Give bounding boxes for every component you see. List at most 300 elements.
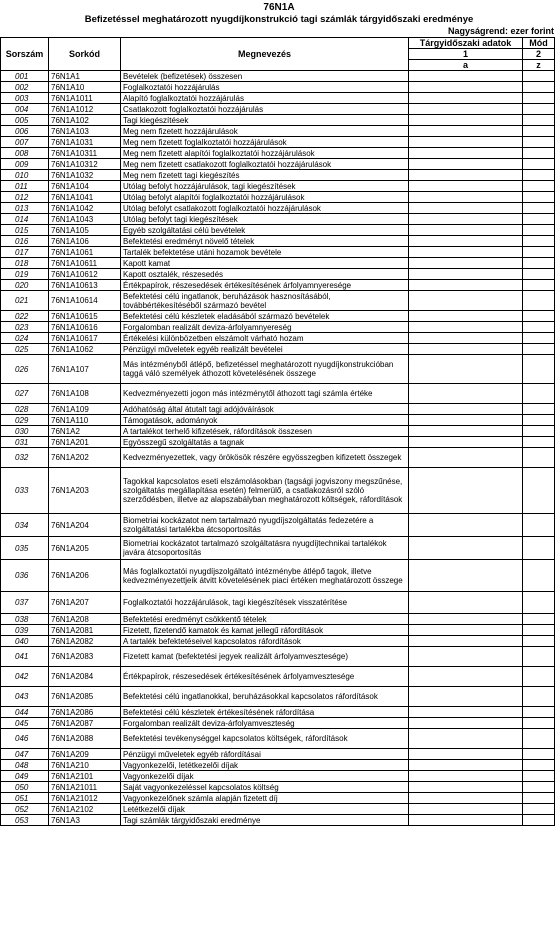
row-sorszam: 020 [1, 280, 49, 291]
row-value-cell[interactable] [409, 93, 523, 104]
row-mode-cell[interactable] [523, 718, 555, 729]
row-value-cell[interactable] [409, 384, 523, 404]
row-value-cell[interactable] [409, 614, 523, 625]
row-value-cell[interactable] [409, 448, 523, 468]
row-mode-cell[interactable] [523, 203, 555, 214]
row-sorkod: 76N1A2082 [49, 636, 121, 647]
row-megnevezes: Kapott kamat [121, 258, 409, 269]
row-value-cell[interactable] [409, 793, 523, 804]
row-sorkod: 76N1A2088 [49, 729, 121, 749]
row-mode-cell[interactable] [523, 170, 555, 181]
row-value-cell[interactable] [409, 181, 523, 192]
row-mode-cell[interactable] [523, 82, 555, 93]
row-megnevezes: Befektetési tevékenységgel kapcsolatos költségek, ráfordítások [121, 729, 409, 749]
table-row [1, 344, 555, 355]
table-row [1, 82, 555, 93]
row-mode-cell[interactable] [523, 291, 555, 311]
row-sorszam: 026 [1, 355, 49, 384]
row-sorkod: 76N1A1 [49, 71, 121, 82]
row-megnevezes: Befektetési célú készletek értékesítésének ráfordítása [121, 707, 409, 718]
row-sorkod: 76N1A106 [49, 236, 121, 247]
table-row [1, 311, 555, 322]
row-megnevezes: Befektetési célú ingatlanok, beruházások hasznosításából, továbbértékesítéséből származó bevétel [121, 291, 409, 311]
row-value-cell[interactable] [409, 625, 523, 636]
row-value-cell[interactable] [409, 159, 523, 170]
row-megnevezes: Foglalkoztatói hozzájárulások, tagi kiegészítések visszatérítése [121, 592, 409, 614]
row-value-cell[interactable] [409, 355, 523, 384]
row-sorszam: 015 [1, 225, 49, 236]
table-row [1, 181, 555, 192]
row-value-cell[interactable] [409, 280, 523, 291]
table-row [1, 647, 555, 667]
table-row [1, 707, 555, 718]
table-row [1, 247, 555, 258]
row-sorkod: 76N1A10312 [49, 159, 121, 170]
row-mode-cell[interactable] [523, 771, 555, 782]
row-value-cell[interactable] [409, 126, 523, 137]
row-value-cell[interactable] [409, 804, 523, 815]
row-value-cell[interactable] [409, 592, 523, 614]
row-megnevezes: Fizetett, fizetendő kamatok és kamat jellegű ráfordítások [121, 625, 409, 636]
col-letter-z: z [523, 60, 555, 71]
row-megnevezes: A tartalék befektetéseivel kapcsolatos ráfordítások [121, 636, 409, 647]
table-row [1, 333, 555, 344]
row-megnevezes: Utólag befolyt csatlakozott foglalkoztatói hozzájárulások [121, 203, 409, 214]
row-sorszam: 037 [1, 592, 49, 614]
row-sorszam: 018 [1, 258, 49, 269]
row-mode-cell[interactable] [523, 815, 555, 826]
table-row [1, 729, 555, 749]
table-row [1, 514, 555, 537]
row-sorszam: 032 [1, 448, 49, 468]
row-value-cell[interactable] [409, 760, 523, 771]
row-mode-cell[interactable] [523, 667, 555, 687]
table-row [1, 718, 555, 729]
row-value-cell[interactable] [409, 247, 523, 258]
row-sorkod: 76N1A107 [49, 355, 121, 384]
row-mode-cell[interactable] [523, 415, 555, 426]
table-row [1, 804, 555, 815]
row-value-cell[interactable] [409, 269, 523, 280]
row-sorkod: 76N1A202 [49, 448, 121, 468]
row-value-cell[interactable] [409, 344, 523, 355]
row-mode-cell[interactable] [523, 333, 555, 344]
row-sorszam: 017 [1, 247, 49, 258]
table-row [1, 537, 555, 560]
row-mode-cell[interactable] [523, 468, 555, 514]
row-megnevezes: Fizetett kamat (befektetési jegyek realizált árfolyamvesztesége) [121, 647, 409, 667]
row-megnevezes: Tagokkal kapcsolatos eseti elszámolásokban (tagsági jogviszony megszűnése, szolgáltatás megállapítása esetén) felmerülő, a csatlakozásról szóló szerződésben, illetve az alapszabályban meghatározott költségek, ráfordítások [121, 468, 409, 514]
row-sorkod: 76N1A1043 [49, 214, 121, 225]
row-value-cell[interactable] [409, 192, 523, 203]
row-sorszam: 010 [1, 170, 49, 181]
row-value-cell[interactable] [409, 137, 523, 148]
table-row [1, 415, 555, 426]
row-sorszam: 034 [1, 514, 49, 537]
row-value-cell[interactable] [409, 170, 523, 181]
row-megnevezes: Bevételek (befizetések) összesen [121, 71, 409, 82]
table-row [1, 269, 555, 280]
row-megnevezes: Saját vagyonkezeléssel kapcsolatos költség [121, 782, 409, 793]
row-sorkod: 76N1A201 [49, 437, 121, 448]
row-sorkod: 76N1A1012 [49, 104, 121, 115]
row-value-cell[interactable] [409, 311, 523, 322]
row-sorszam: 038 [1, 614, 49, 625]
table-row [1, 404, 555, 415]
table-row [1, 592, 555, 614]
row-sorkod: 76N1A203 [49, 468, 121, 514]
row-sorkod: 76N1A1042 [49, 203, 121, 214]
row-value-cell[interactable] [409, 560, 523, 592]
row-sorkod: 76N1A208 [49, 614, 121, 625]
row-mode-cell[interactable] [523, 729, 555, 749]
row-sorszam: 023 [1, 322, 49, 333]
row-mode-cell[interactable] [523, 614, 555, 625]
row-megnevezes: Kedvezményezetti jogon más intézménytől áthozott tagi számla értéke [121, 384, 409, 404]
row-value-cell[interactable] [409, 468, 523, 514]
row-value-cell[interactable] [409, 537, 523, 560]
row-sorkod: 76N1A102 [49, 115, 121, 126]
row-megnevezes: Forgalomban realizált deviza-árfolyamveszteség [121, 718, 409, 729]
row-mode-cell[interactable] [523, 437, 555, 448]
row-sorkod: 76N1A204 [49, 514, 121, 537]
row-sorszam: 052 [1, 804, 49, 815]
row-value-cell[interactable] [409, 514, 523, 537]
row-megnevezes: Biometriai kockázatot nem tartalmazó nyugdíjszolgáltatás fedezetére a szolgáltatási tartalékba átcsoportosítás [121, 514, 409, 537]
row-mode-cell[interactable] [523, 448, 555, 468]
row-mode-cell[interactable] [523, 280, 555, 291]
row-mode-cell[interactable] [523, 760, 555, 771]
row-megnevezes: Egyéb szolgáltatási célú bevételek [121, 225, 409, 236]
row-value-cell[interactable] [409, 815, 523, 826]
row-megnevezes: Támogatások, adományok [121, 415, 409, 426]
row-mode-cell[interactable] [523, 647, 555, 667]
row-mode-cell[interactable] [523, 104, 555, 115]
row-sorszam: 001 [1, 71, 49, 82]
row-sorkod: 76N1A2084 [49, 667, 121, 687]
table-row [1, 468, 555, 514]
row-value-cell[interactable] [409, 322, 523, 333]
row-sorszam: 048 [1, 760, 49, 771]
table-row [1, 93, 555, 104]
table-row [1, 258, 555, 269]
row-megnevezes: Letétkezelői díjak [121, 804, 409, 815]
row-megnevezes: Forgalomban realizált deviza-árfolyamnyereség [121, 322, 409, 333]
row-sorszam: 012 [1, 192, 49, 203]
table-row [1, 636, 555, 647]
table-row [1, 749, 555, 760]
row-sorszam: 024 [1, 333, 49, 344]
row-sorszam: 041 [1, 647, 49, 667]
row-sorszam: 047 [1, 749, 49, 760]
row-mode-cell[interactable] [523, 537, 555, 560]
row-sorszam: 033 [1, 468, 49, 514]
row-megnevezes: Meg nem fizetett hozzájárulások [121, 126, 409, 137]
row-megnevezes: Meg nem fizetett foglalkoztatói hozzájárulások [121, 137, 409, 148]
row-megnevezes: Utólag befolyt tagi kiegészítések [121, 214, 409, 225]
row-megnevezes: Más foglalkoztatói nyugdíjszolgáltató intézménybe átlépő tagok, illetve kedvezményezettjeik átvitt követelésének piaci értéken meghatározott összege [121, 560, 409, 592]
row-sorkod: 76N1A108 [49, 384, 121, 404]
row-sorszam: 039 [1, 625, 49, 636]
table-row [1, 667, 555, 687]
table-row [1, 115, 555, 126]
row-sorkod: 76N1A1031 [49, 137, 121, 148]
row-value-cell[interactable] [409, 291, 523, 311]
row-sorkod: 76N1A21012 [49, 793, 121, 804]
row-sorszam: 016 [1, 236, 49, 247]
row-value-cell[interactable] [409, 667, 523, 687]
row-sorkod: 76N1A2101 [49, 771, 121, 782]
row-sorszam: 043 [1, 687, 49, 707]
row-sorkod: 76N1A103 [49, 126, 121, 137]
table-row [1, 71, 555, 82]
row-sorkod: 76N1A2087 [49, 718, 121, 729]
row-value-cell[interactable] [409, 82, 523, 93]
row-value-cell[interactable] [409, 71, 523, 82]
table-row [1, 760, 555, 771]
table-row [1, 426, 555, 437]
row-megnevezes: Befektetési eredményt növelő tételek [121, 236, 409, 247]
row-megnevezes: Tagi számlák tárgyidőszaki eredménye [121, 815, 409, 826]
row-megnevezes: A tartalékot terhelő kifizetések, ráfordítások összesen [121, 426, 409, 437]
row-megnevezes: Pénzügyi műveletek egyéb ráfordításai [121, 749, 409, 760]
row-sorkod: 76N1A206 [49, 560, 121, 592]
row-sorkod: 76N1A2 [49, 426, 121, 437]
row-value-cell[interactable] [409, 148, 523, 159]
row-megnevezes: Más intézményből átlépő, befizetéssel meghatározott nyugdíjkonstrukcióban taggá váló személyek áthozott követelésének összege [121, 355, 409, 384]
row-mode-cell[interactable] [523, 236, 555, 247]
row-megnevezes: Biometriai kockázatot tartalmazó szolgáltatásra nyugdíjtechnikai tartalékok javára átcsoportosítás [121, 537, 409, 560]
row-sorkod: 76N1A10615 [49, 311, 121, 322]
row-value-cell[interactable] [409, 203, 523, 214]
row-mode-cell[interactable] [523, 707, 555, 718]
row-sorszam: 003 [1, 93, 49, 104]
row-sorkod: 76N1A1061 [49, 247, 121, 258]
row-value-cell[interactable] [409, 333, 523, 344]
row-sorszam: 036 [1, 560, 49, 592]
row-mode-cell[interactable] [523, 625, 555, 636]
col-header-targyidoszaki: Tárgyidőszaki adatok [409, 38, 523, 49]
row-mode-cell[interactable] [523, 93, 555, 104]
table-row [1, 225, 555, 236]
col-number-2: 2 [523, 49, 555, 60]
row-mode-cell[interactable] [523, 137, 555, 148]
row-value-cell[interactable] [409, 404, 523, 415]
row-sorkod: 76N1A2086 [49, 707, 121, 718]
row-sorszam: 051 [1, 793, 49, 804]
row-value-cell[interactable] [409, 636, 523, 647]
row-megnevezes: Tagi kiegészítések [121, 115, 409, 126]
row-mode-cell[interactable] [523, 749, 555, 760]
row-sorszam: 019 [1, 269, 49, 280]
row-mode-cell[interactable] [523, 71, 555, 82]
row-megnevezes: Befektetési célú készletek eladásából származó bevételek [121, 311, 409, 322]
row-sorkod: 76N1A104 [49, 181, 121, 192]
row-mode-cell[interactable] [523, 258, 555, 269]
row-mode-cell[interactable] [523, 344, 555, 355]
row-megnevezes: Értékpapírok, részesedések értékesítésének árfolyamnyeresége [121, 280, 409, 291]
row-sorkod: 76N1A205 [49, 537, 121, 560]
row-value-cell[interactable] [409, 707, 523, 718]
row-sorkod: 76N1A1032 [49, 170, 121, 181]
row-mode-cell[interactable] [523, 247, 555, 258]
row-megnevezes: Vagyonkezelői, letétkezelői díjak [121, 760, 409, 771]
row-mode-cell[interactable] [523, 592, 555, 614]
row-sorkod: 76N1A207 [49, 592, 121, 614]
row-value-cell[interactable] [409, 729, 523, 749]
row-sorszam: 045 [1, 718, 49, 729]
row-sorszam: 004 [1, 104, 49, 115]
table-row [1, 437, 555, 448]
row-mode-cell[interactable] [523, 636, 555, 647]
row-sorkod: 76N1A105 [49, 225, 121, 236]
row-mode-cell[interactable] [523, 126, 555, 137]
row-sorszam: 029 [1, 415, 49, 426]
table-row [1, 280, 555, 291]
row-mode-cell[interactable] [523, 192, 555, 203]
row-mode-cell[interactable] [523, 269, 555, 280]
row-mode-cell[interactable] [523, 384, 555, 404]
row-sorszam: 002 [1, 82, 49, 93]
row-sorkod: 76N1A10617 [49, 333, 121, 344]
row-megnevezes: Befektetési eredményt csökkentő tételek [121, 614, 409, 625]
row-sorkod: 76N1A3 [49, 815, 121, 826]
row-sorszam: 030 [1, 426, 49, 437]
row-mode-cell[interactable] [523, 214, 555, 225]
row-mode-cell[interactable] [523, 514, 555, 537]
table-row [1, 782, 555, 793]
row-megnevezes: Tartalék befektetése utáni hozamok bevétele [121, 247, 409, 258]
row-mode-cell[interactable] [523, 687, 555, 707]
row-value-cell[interactable] [409, 415, 523, 426]
row-sorszam: 040 [1, 636, 49, 647]
table-row [1, 322, 555, 333]
table-row [1, 203, 555, 214]
row-megnevezes: Utólag befolyt hozzájárulások, tagi kiegészítések [121, 181, 409, 192]
row-value-cell[interactable] [409, 258, 523, 269]
row-mode-cell[interactable] [523, 804, 555, 815]
row-sorszam: 042 [1, 667, 49, 687]
row-value-cell[interactable] [409, 647, 523, 667]
row-value-cell[interactable] [409, 749, 523, 760]
row-value-cell[interactable] [409, 782, 523, 793]
table-row [1, 214, 555, 225]
row-mode-cell[interactable] [523, 322, 555, 333]
col-number-1: 1 [409, 49, 523, 60]
row-megnevezes: Értékpapírok, részesedések értékesítésének árfolyamvesztesége [121, 667, 409, 687]
table-row [1, 560, 555, 592]
table-row [1, 625, 555, 636]
row-value-cell[interactable] [409, 236, 523, 247]
row-sorszam: 005 [1, 115, 49, 126]
row-sorkod: 76N1A10 [49, 82, 121, 93]
form-title: Befizetéssel meghatározott nyugdíjkonstrukció tagi számlák tárgyidőszaki eredménye [84, 14, 474, 25]
row-sorkod: 76N1A10613 [49, 280, 121, 291]
row-mode-cell[interactable] [523, 793, 555, 804]
row-mode-cell[interactable] [523, 404, 555, 415]
row-megnevezes: Kapott osztalék, részesedés [121, 269, 409, 280]
row-mode-cell[interactable] [523, 782, 555, 793]
row-mode-cell[interactable] [523, 311, 555, 322]
row-sorkod: 76N1A10612 [49, 269, 121, 280]
row-sorszam: 011 [1, 181, 49, 192]
row-megnevezes: Meg nem fizetett csatlakozott foglalkoztatói hozzájárulások [121, 159, 409, 170]
row-megnevezes: Meg nem fizetett alapítói foglalkoztatói hozzájárulások [121, 148, 409, 159]
table-row [1, 771, 555, 782]
row-sorszam: 044 [1, 707, 49, 718]
row-sorkod: 76N1A21011 [49, 782, 121, 793]
row-mode-cell[interactable] [523, 355, 555, 384]
row-sorszam: 050 [1, 782, 49, 793]
row-sorszam: 025 [1, 344, 49, 355]
row-value-cell[interactable] [409, 771, 523, 782]
row-value-cell[interactable] [409, 104, 523, 115]
row-sorkod: 76N1A2081 [49, 625, 121, 636]
row-sorszam: 049 [1, 771, 49, 782]
row-value-cell[interactable] [409, 687, 523, 707]
row-megnevezes: Utólag befolyt alapítói foglalkoztatói hozzájárulások [121, 192, 409, 203]
unit-label: Nagyságrend: ezer forint [447, 26, 554, 36]
row-megnevezes: Meg nem fizetett tagi kiegészítés [121, 170, 409, 181]
row-megnevezes: Egyösszegű szolgáltatás a tagnak [121, 437, 409, 448]
row-sorkod: 76N1A110 [49, 415, 121, 426]
row-sorszam: 022 [1, 311, 49, 322]
table-row [1, 355, 555, 384]
table-row [1, 614, 555, 625]
row-sorszam: 046 [1, 729, 49, 749]
form-code: 76N1A [263, 2, 295, 13]
table-row [1, 291, 555, 311]
row-sorkod: 76N1A209 [49, 749, 121, 760]
row-megnevezes: Értékelési különbözetben elszámolt várható hozam [121, 333, 409, 344]
col-letter-a: a [409, 60, 523, 71]
row-megnevezes: Alapító foglalkoztatói hozzájárulás [121, 93, 409, 104]
row-sorszam: 013 [1, 203, 49, 214]
row-sorszam: 053 [1, 815, 49, 826]
row-mode-cell[interactable] [523, 225, 555, 236]
row-mode-cell[interactable] [523, 426, 555, 437]
table-row [1, 148, 555, 159]
row-sorszam: 008 [1, 148, 49, 159]
col-header-mod: Mód [523, 38, 555, 49]
table-row [1, 192, 555, 203]
table-row [1, 137, 555, 148]
row-sorkod: 76N1A2102 [49, 804, 121, 815]
row-mode-cell[interactable] [523, 115, 555, 126]
row-value-cell[interactable] [409, 115, 523, 126]
row-mode-cell[interactable] [523, 148, 555, 159]
row-mode-cell[interactable] [523, 560, 555, 592]
table-row [1, 793, 555, 804]
table-row [1, 104, 555, 115]
row-megnevezes: Foglalkoztatói hozzájárulás [121, 82, 409, 93]
table-row [1, 236, 555, 247]
row-megnevezes: Kedvezményezettek, vagy örökösök részére egyösszegben kifizetett összegek [121, 448, 409, 468]
row-mode-cell[interactable] [523, 181, 555, 192]
row-mode-cell[interactable] [523, 159, 555, 170]
table-row [1, 159, 555, 170]
row-megnevezes: Vagyonkezelőnek számla alapján fizetett díj [121, 793, 409, 804]
row-value-cell[interactable] [409, 437, 523, 448]
row-value-cell[interactable] [409, 214, 523, 225]
row-value-cell[interactable] [409, 718, 523, 729]
row-value-cell[interactable] [409, 426, 523, 437]
row-megnevezes: Adóhatóság által átutalt tagi adójóváírások [121, 404, 409, 415]
row-sorszam: 035 [1, 537, 49, 560]
row-value-cell[interactable] [409, 225, 523, 236]
col-header-sorszam: Sorszám [1, 38, 49, 71]
report-table [0, 37, 555, 826]
